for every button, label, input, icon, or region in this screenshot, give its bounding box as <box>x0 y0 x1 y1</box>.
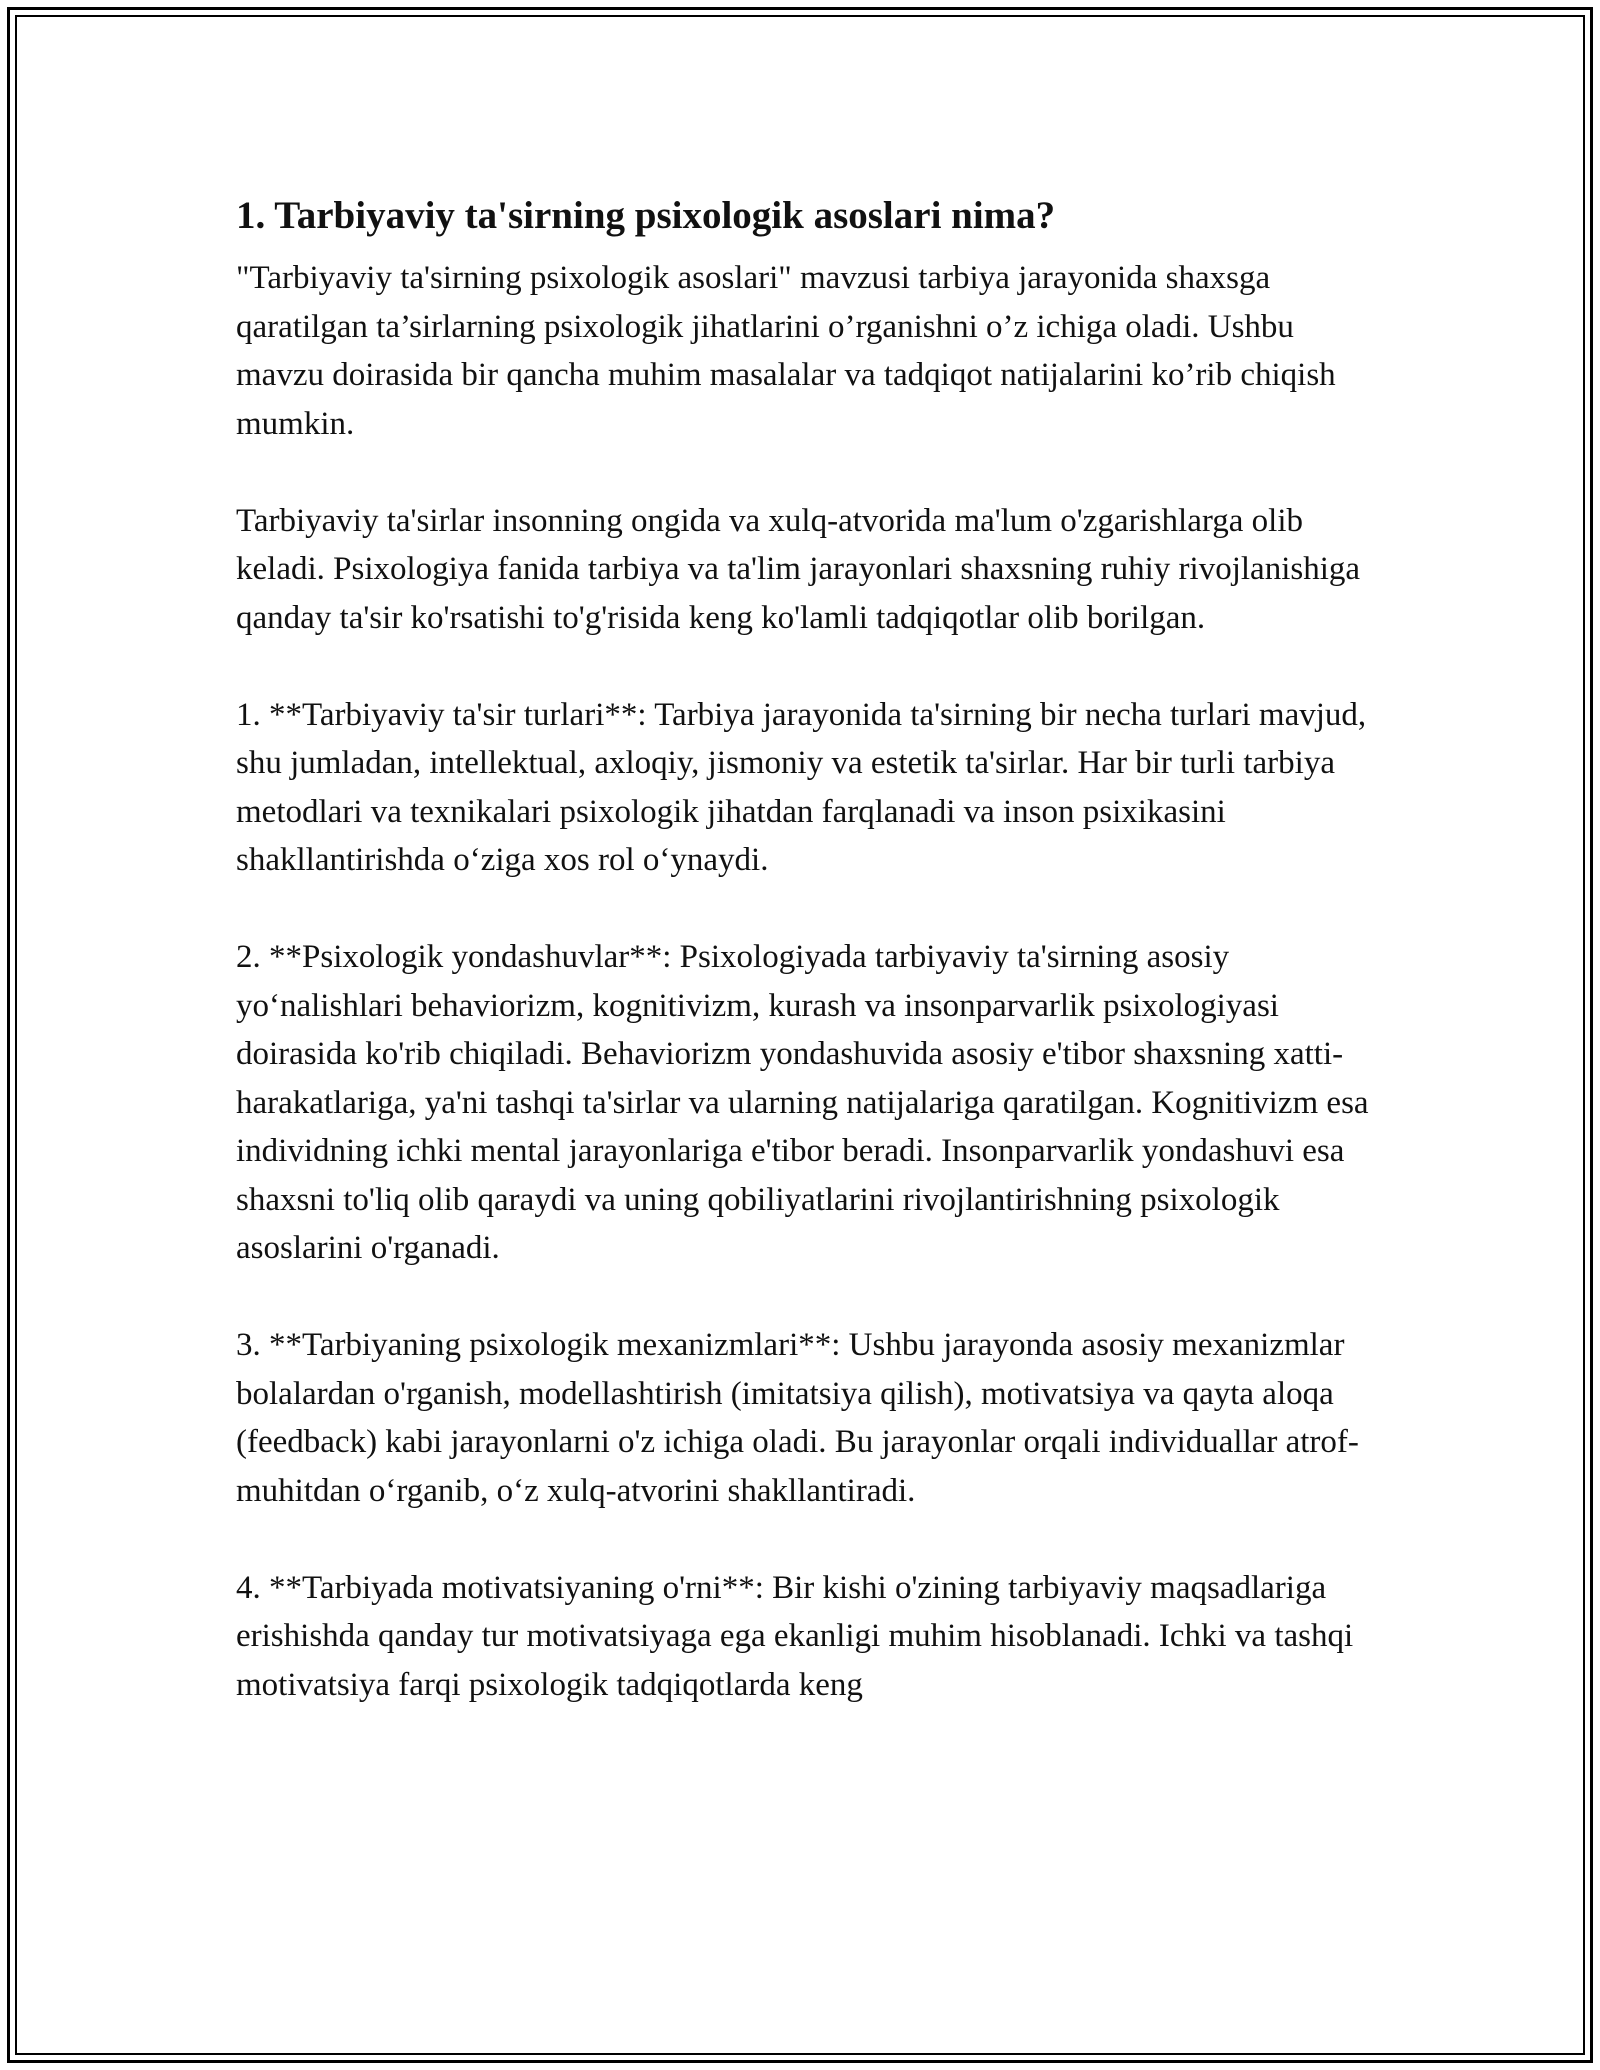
list-item-mechanisms: 3. **Tarbiyaning psixologik mexanizmlari**: Ushbu jarayonda asosiy mexanizmlar bolalardan o'rganish, modellashtirish (imitatsiya qilish), motivatsiya va qayta aloqa (feedback) kabi jarayonlarni o'z ichiga oladi. Bu jarayonlar orqali individuallar atrof-muhitdan o‘rganib, o‘z xulq-atvorini shakllantiradi. <box>236 1327 1359 1509</box>
document-page <box>236 190 1376 1709</box>
list-item-motivation: 4. **Tarbiyada motivatsiyaning o'rni**: Bir kishi o'zining tarbiyaviy maqsadlariga erishishda qanday tur motivatsiyaga ega ekanligi muhim hisoblanadi. Ichki va tashqi motivatsiya farqi psixologik tadqiqotlarda keng <box>236 1569 1354 1703</box>
document-heading: 1. Tarbiyaviy ta'sirning psixologik asoslari nima? <box>236 194 1056 237</box>
paragraph-overview: Tarbiyaviy ta'sirlar insonning ongida va xulq-atvorida ma'lum o'zgarishlarga olib keladi. Psixologiya fanida tarbiya va ta'lim jarayonlari shaxsning ruhiy rivojlanishiga qanday ta'sir ko'rsatishi to'g'risida keng ko'lamli tadqiqotlar olib borilgan. <box>236 502 1361 636</box>
list-item-psychological-approaches: 2. **Psixologik yondashuvlar**: Psixologiyada tarbiyaviy ta'sirning asosiy yo‘nalishlari behaviorizm, kognitivizm, kurash va insonparvarlik psixologiyasi doirasida ko'rib chiqiladi. Behaviorizm yondashuvida asosiy e'tibor shaxsning xatti-harakatlariga, ya'ni tashqi ta'sirlar va ularning natijalariga qaratilgan. Kognitivizm esa individning ichki mental jarayonlariga e'tibor beradi. Insonparvarlik yondashuvi esa shaxsni to'liq olib qaraydi va uning qobiliyatlarini rivojlantirishning psixologik asoslarini o'rganadi. <box>236 939 1369 1266</box>
paragraph-intro: "Tarbiyaviy ta'sirning psixologik asoslari" mavzusi tarbiya jarayonida shaxsga qaratilgan ta’sirlarning psixologik jihatlarini o’rganishni o’z ichiga oladi. Ushbu mavzu doirasida bir qancha muhim masalalar va tadqiqot natijalarini ko’rib chiqish mumkin. <box>236 260 1336 442</box>
list-item-influence-types: 1. **Tarbiyaviy ta'sir turlari**: Tarbiya jarayonida ta'sirning bir necha turlari mavjud, shu jumladan, intellektual, axloqiy, jismoniy va estetik ta'sirlar. Har bir turli tarbiya metodlari va texnikalari psixologik jihatdan farqlanadi va inson psixikasini shakllantirishda o‘ziga xos rol o‘ynaydi. <box>236 696 1367 878</box>
